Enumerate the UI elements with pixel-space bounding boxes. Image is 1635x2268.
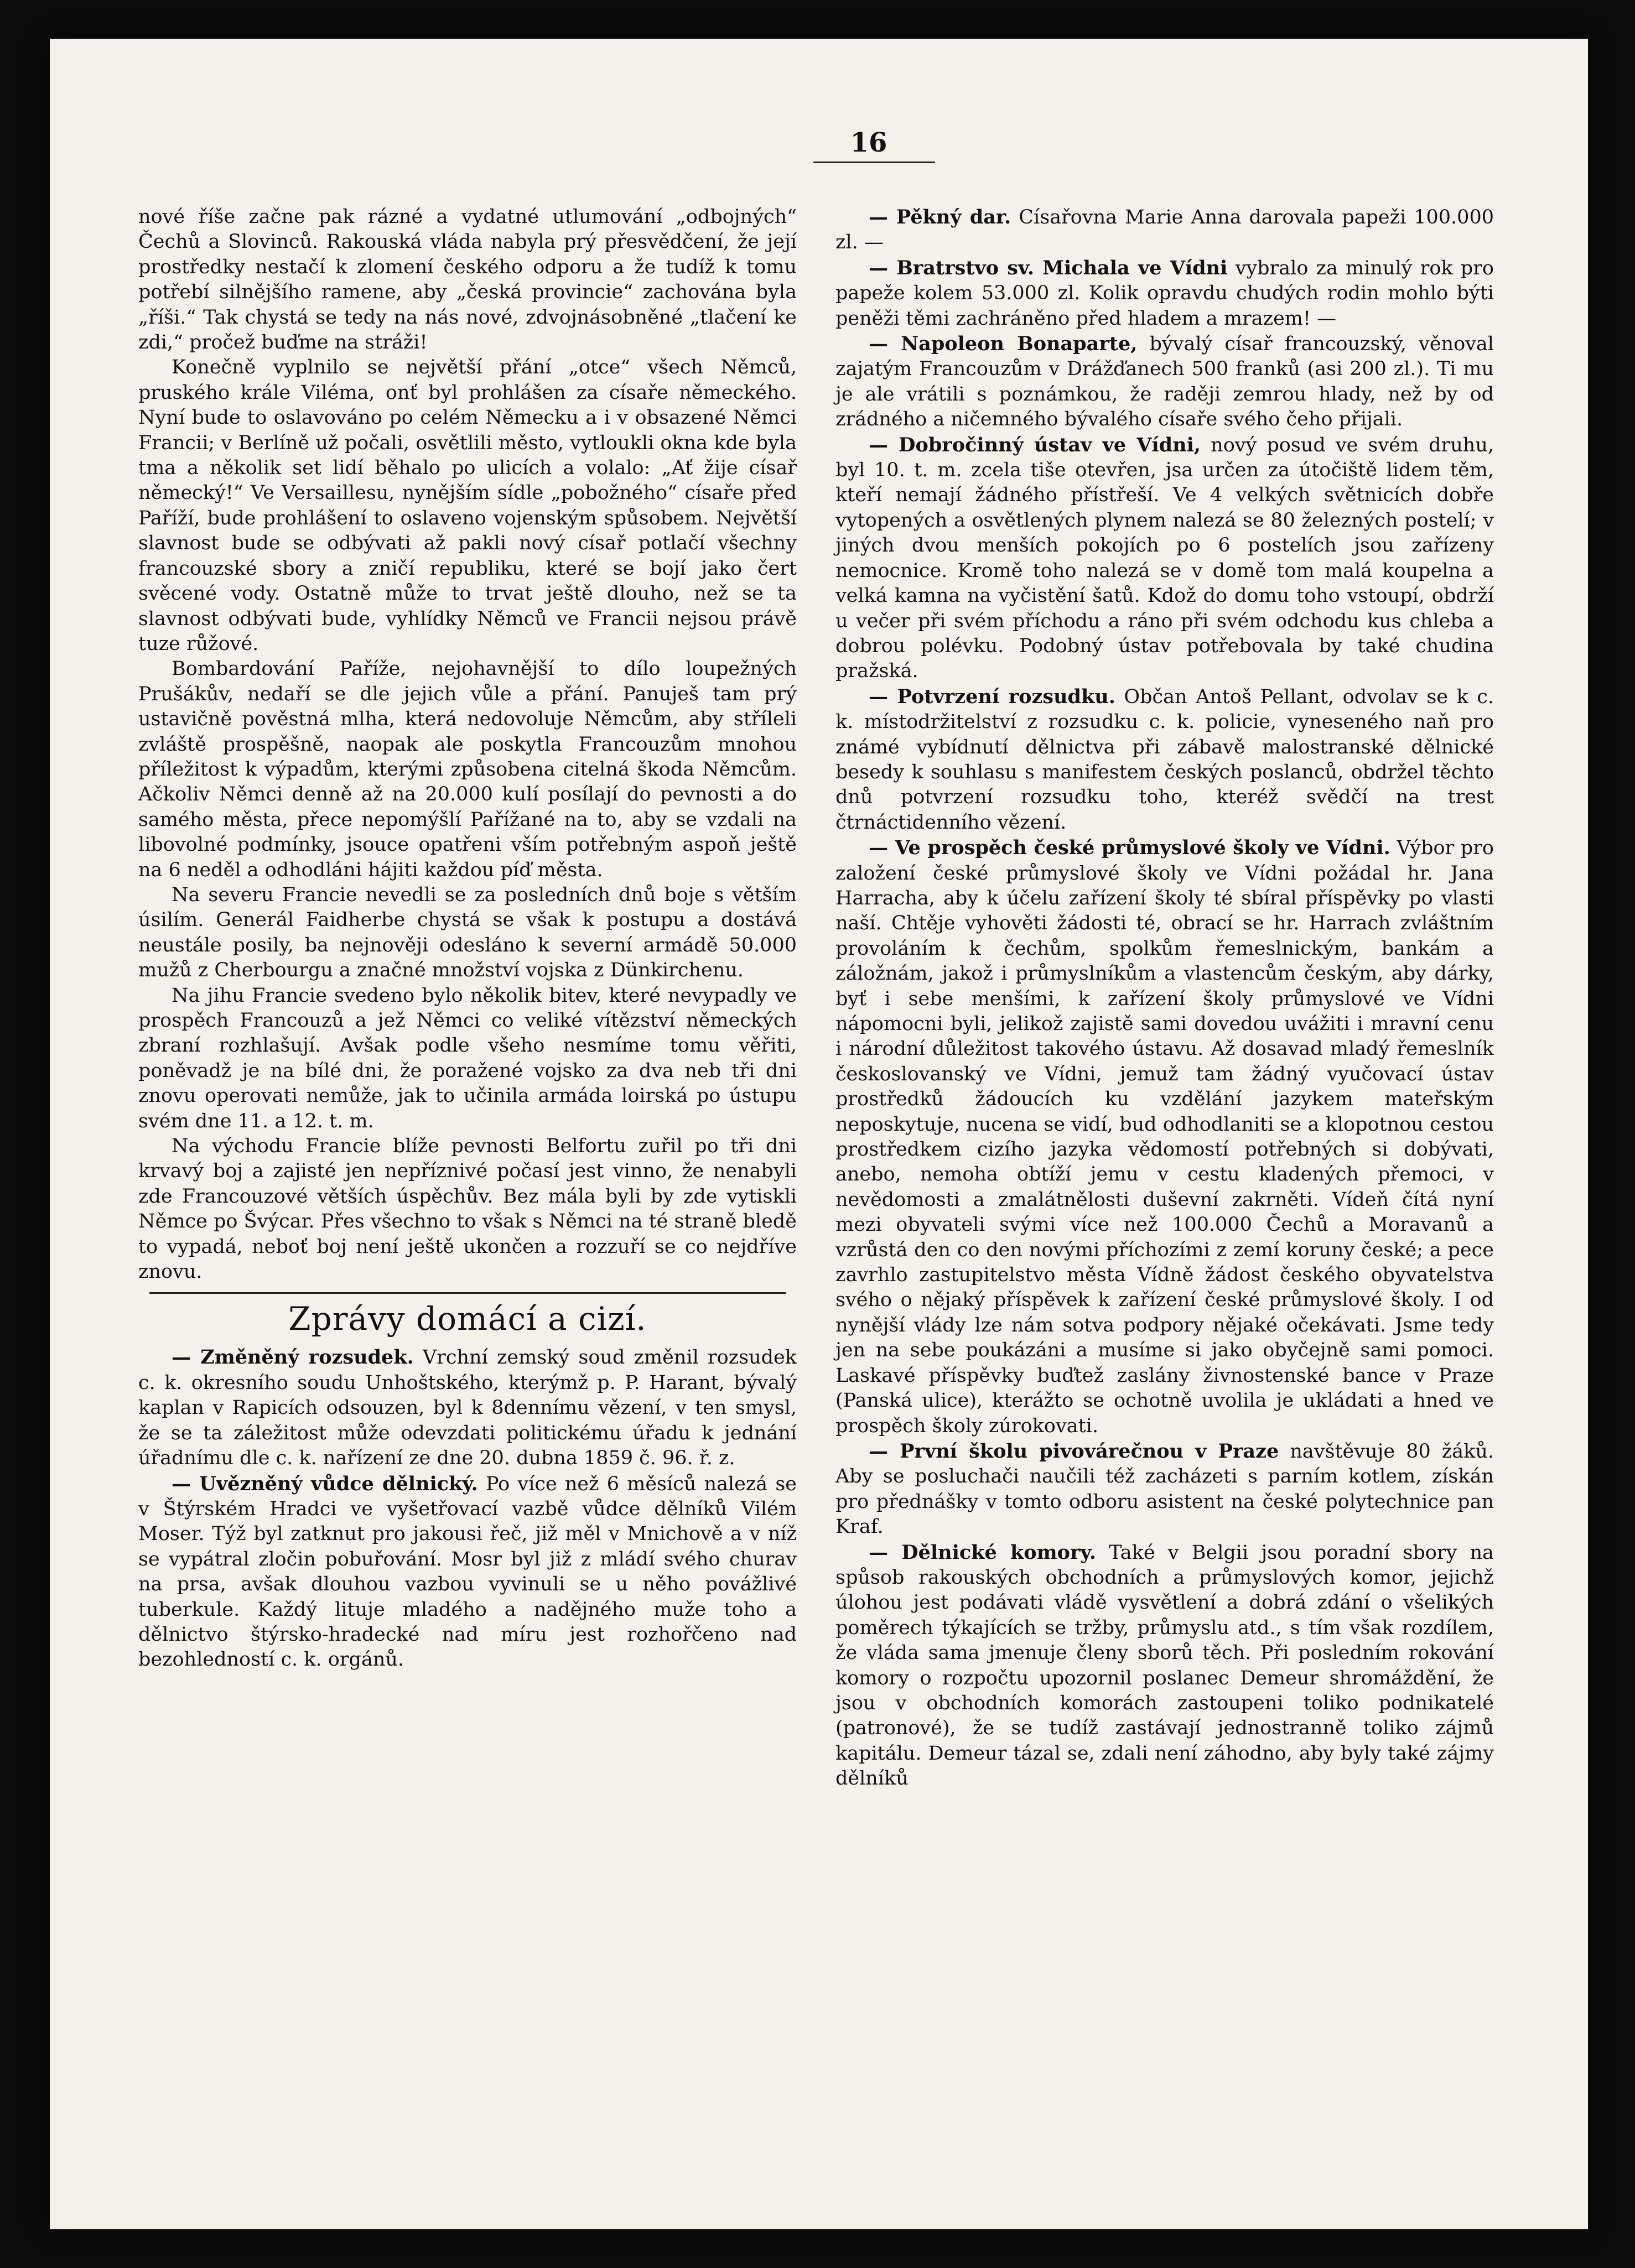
article-paragraph: Bombardování Paříže, nejohavnější to dílo loupežných Prušákův, nedaří se dle jejich vůle a přání. Panuješ tam prý ustavičně pověstná mlha, která nedovoluje Němcům, aby stříleli zvláště prospěšně, naopak ale poskytla Francouzům mnohou příležitost k výpadům, kterými způsobena citelná škoda Němcům. Ačkoliv Němci denně až na 20.000 kulí posílají do pevnosti a do samého města, přece nepomýšlí Pařížané na to, aby se vzdali na libovolné podmínky, jsouce opatřeni vším potřebným aspoň ještě na 6 neděl a odhodláni hájiti každou píď města. <box>138 658 797 881</box>
news-item <box>835 1439 1494 1540</box>
news-lead: — Bratrstvo sv. Michala ve Vídni <box>869 256 1228 279</box>
news-item <box>835 835 1494 1439</box>
news-lead: — Potvrzení rozsudku. <box>869 685 1115 708</box>
news-lead: — Pěkný dar. <box>869 206 1011 228</box>
news-lead: — Ve prospěch české průmyslové školy ve Vídni. <box>869 836 1390 860</box>
newspaper-page <box>50 39 1588 2229</box>
news-item <box>835 433 1494 684</box>
news-lead: — První školu pivovárečnou v Praze <box>869 1439 1279 1463</box>
news-text: Po více než 6 měsíců nalezá se v Štýrském Hradci ve vyšetřovací vazbě vůdce dělníků Vilém Moser. Týž byl zatknut pro jakousi řeč, již měl v Mnichově a v níž se vypátral zločin pobuřování. Mosr byl již z mládí svého churav na prsa, avšak dlouhou vazbou vyvinuli se u něho povážlivé tuberkule. Každý lituje mladého a nadějného muže toho a dělnictvo štýrsko-hradecké nad míru jest rozhořčeno nad bezohledností c. k. orgánů. <box>138 1473 797 1671</box>
article-paragraph: Na východu Francie blíže pevnosti Belfortu zuřil po tři dni krvavý boj a zajisté jen nepříznivé počasí jest vinno, že nenabyli zde Francouzové větších úspěchův. Bez mála byli by zde vytiskli Němce po Švýcar. Přes všechno to však s Němci na té straně bledě to vypadá, neboť boj není ještě ukončen a rozzuří se co nejdříve znovu. <box>138 1135 797 1283</box>
page-number-rule <box>813 162 935 163</box>
news-text: Výbor pro založení české průmyslové školy ve Vídni požádal hr. Jana Harracha, aby k účelu zařízení školy té sbíral příspěvky po vlasti naší. Chtěje vyhověti žádosti té, obrací se hr. Harrach zvláštním provoláním k čechům, spolkům řemeslnickým, bankám a záložnám, jakož i průmyslníkům a vlastencům českým, aby dárky, byť i sebe menšími, k zařízení školy průmyslové ve Vídni nápomocni byli, jelikož zajistě sami dovedou uvážiti i mravní cenu i národní důležitost takového ústavu. Až dosavad mladý řemeslník českoslovanský ve Vídni, jemuž tam žádný vyučovací ústav prostředků žádoucích ku vzdělání jazykem mateřským neposkytuje, nucena se vidí, bud odhodlaniti se a klopotnou cestou prostředkem cizího jazyka vědomostí potřebných si dobývati, anebo, nemoha obtíží jemu v cestu kladených přemoci, v nevědomosti a zmalátnělosti duševní zakrněti. Vídeň čítá nyní mezi obyvateli svými více než 100.000 Čechů a Moravanů a vzrůstá den co den novými příchozími z zemí koruny české; a pece zavrhlo zastupitelstvo města Vídně žádost českého obyvatelstva svého o nějaký příspěvek k zařízení české průmyslové školy. I od nynější vlády lze nám sotva podpory nějaké očekávati. Jsme tedy jen na sebe poukázáni a musíme si jako obyčejně sami pomoci. Laskavé příspěvky buďtež zaslány živnostenské bance v Praze (Panská ulice), kterážto se ochotně uvolila je ukládati a hned ve prospěch školy zúrokovati. <box>835 837 1494 1437</box>
page-number: 16 <box>850 127 887 158</box>
news-text: Občan Antoš Pellant, odvolav se k c. k. místodržitelství z rozsudku c. k. policie, vyneseného naň pro známé vybídnutí dělnictva při zábavě malostranské dělnické besedy k souhlasu s manifestem českých poslanců, obdržel těchto dnů potvrzení rozsudku toho, kteréž svědčí na trest čtrnáctidenního vězení. <box>835 685 1494 834</box>
news-lead: — Dobročinný ústav ve Vídni, <box>869 433 1201 456</box>
article-paragraph: nové říše začne pak rázné a vydatné utlumování „odbojných“ Čechů a Slovinců. Rakouská vláda nabyla prý přesvědčení, že její prostředky nestačí k zlomení českého odporu a že tudíž k tomu potřebí silnějšího ramene, aby „česká provincie“ zachována byla „říši.“ Tak chystá se tedy na nás nové, zdvojnásobněné „tlačení ke zdi,“ pročež buďme na stráži! <box>138 206 797 354</box>
news-text: vybralo za minulý rok pro papeže kolem 53.000 zl. Kolik opravdu chudých rodin mohlo býti peněži těmi zachráněno před hladem a mrazem! — <box>835 257 1494 330</box>
news-item <box>835 205 1494 256</box>
news-lead: — Dělnické komory. <box>869 1541 1096 1564</box>
article-paragraph: Konečně vyplnilo se největší přání „otce“ všech Němců, pruského krále Viléma, onť byl prohlášen za císaře německého. Nyní bude to oslavováno po celém Německu a i v obsazené Němci Francii; v Berlíně už počali, osvětlili město, vytloukli okna kde byla tma a několik set lidí běhalo po ulicích a volalo: „Ať žije císař německý!“ Ve Versaillesu, nynějším sídle „pobožného“ císaře před Paříží, bude prohlášení to oslaveno vojenským spůsobem. Největší slavnost bude se odbývati až pakli nový císař potlačí všechny francouzské sbory a zničí republiku, které se bojí jako čert svěcené vody. Ostatně může to trvat ještě dlouho, než se ta slavnost odbývati bude, vyhlídky Němců ve Francii nejsou právě tuze růžové. <box>138 356 797 655</box>
news-lead: — Napoleon Bonaparte, <box>869 332 1138 356</box>
right-column <box>835 205 1494 1792</box>
article-paragraph: Na severu Francie nevedli se za posledních dnů boje s větším úsilím. Generál Faidherbe chystá se však k postupu a dostává neustále posily, ba nejnověji odesláno k severní armádě 50.000 mužů z Cherbourgu a značné množství vojska z Dünkirchenu. <box>138 883 797 982</box>
left-column <box>138 205 797 1673</box>
news-lead: — Změněný rozsudek. <box>172 1346 414 1369</box>
news-item <box>835 331 1494 433</box>
news-lead: — Uvězněný vůdce dělnický. <box>172 1472 478 1495</box>
news-text: Vrchní zemský soud změnil rozsudek c. k. okresního soudu Unhoštského, kterýmž p. P. Harant, bývalý kaplan v Rapicích odsouzen, byl k 8dennímu vězení, v ten smysl, že se ta záležitost může odevzdati politickému úřadu k jednání úřadnímu dle c. k. nařízení ze dne 20. dubna 1859 č. 96. ř. z. <box>138 1346 797 1470</box>
section-heading: Zprávy domácí a cizí. <box>288 1300 647 1338</box>
news-item <box>138 1345 797 1471</box>
news-text: nový posud ve svém druhu, byl 10. t. m. zcela tiše otevřen, jsa určen za útočiště lidem těm, kteří nemají žádného přístřeší. Ve 4 velkých světnicích dobře vytopených a osvětlených plynem nalezá se 80 železných postelí; v jiných dvou menších pokojích po 6 postelích jsou zařízeny nemocnice. Kromě toho nalezá se v domě tom malá koupelna a velká kamna na vyčistění šatů. Kdož do domu toho vstoupí, obdrží u večer při svém příchodu a ráno při svém odchodu kus chleba a dobrou polévku. Podobný ústav potřebovala by také chudina pražská. <box>835 434 1494 683</box>
section-divider <box>149 1292 786 1294</box>
article-paragraph: Na jihu Francie svedeno bylo několik bitev, které nevypadly ve prospěch Francouzů a jež Němci co veliké vítězství německých zbraní rozhlašují. Avšak podle všeho nesmíme tomu věřiti, poněvadž je na bílé dni, že poražené vojsko za dva neb tři dni znovu operovati nemůže, jak to učinila armáda loirská po ústupu svém dne 11. a 12. t. m. <box>138 984 797 1132</box>
news-item <box>138 1471 797 1673</box>
news-item <box>835 256 1494 331</box>
news-item <box>835 684 1494 835</box>
news-text: navštěvuje 80 žáků. Aby se posluchači naučili též zacházeti s parním kotlem, získán pro přednášky v tomto odboru asistent na české polytechnice pan Kraf. <box>835 1440 1494 1538</box>
news-text: Císařovna Marie Anna darovala papeži 100.000 zl. — <box>835 206 1494 254</box>
news-text: bývalý císař francouzský, věnoval zajatým Francouzům v Drážďanech 500 franků (asi 200 zl.). Ti mu je ale vrátili s poznámkou, že raději zemrou hlady, než by od zrádného a ničemného bývalého císaře svého čeho přijali. <box>835 333 1494 431</box>
news-text: Také v Belgii jsou poradní sbory na spůsob rakouských obchodních a průmyslových komor, jejichž úlohou jest podávati vládě vysvětlení a dobrá zdání o všelikých poměrech týkajících se tržby, průmyslu atd., s tím však rozdílem, že vláda sama jmenuje členy sborů těch. Při posledním rokování komory o rozpočtu upozornil poslanec Demeur shromáždění, že jsou v obchodních komorách zastoupeni toliko podnikatelé (patronové), že se tudíž zastávají jednostranně toliko zájmů kapitálu. Demeur tázal se, zdali není záhodno, aby byly také zájmy dělníků <box>835 1541 1494 1790</box>
news-item <box>835 1540 1494 1792</box>
